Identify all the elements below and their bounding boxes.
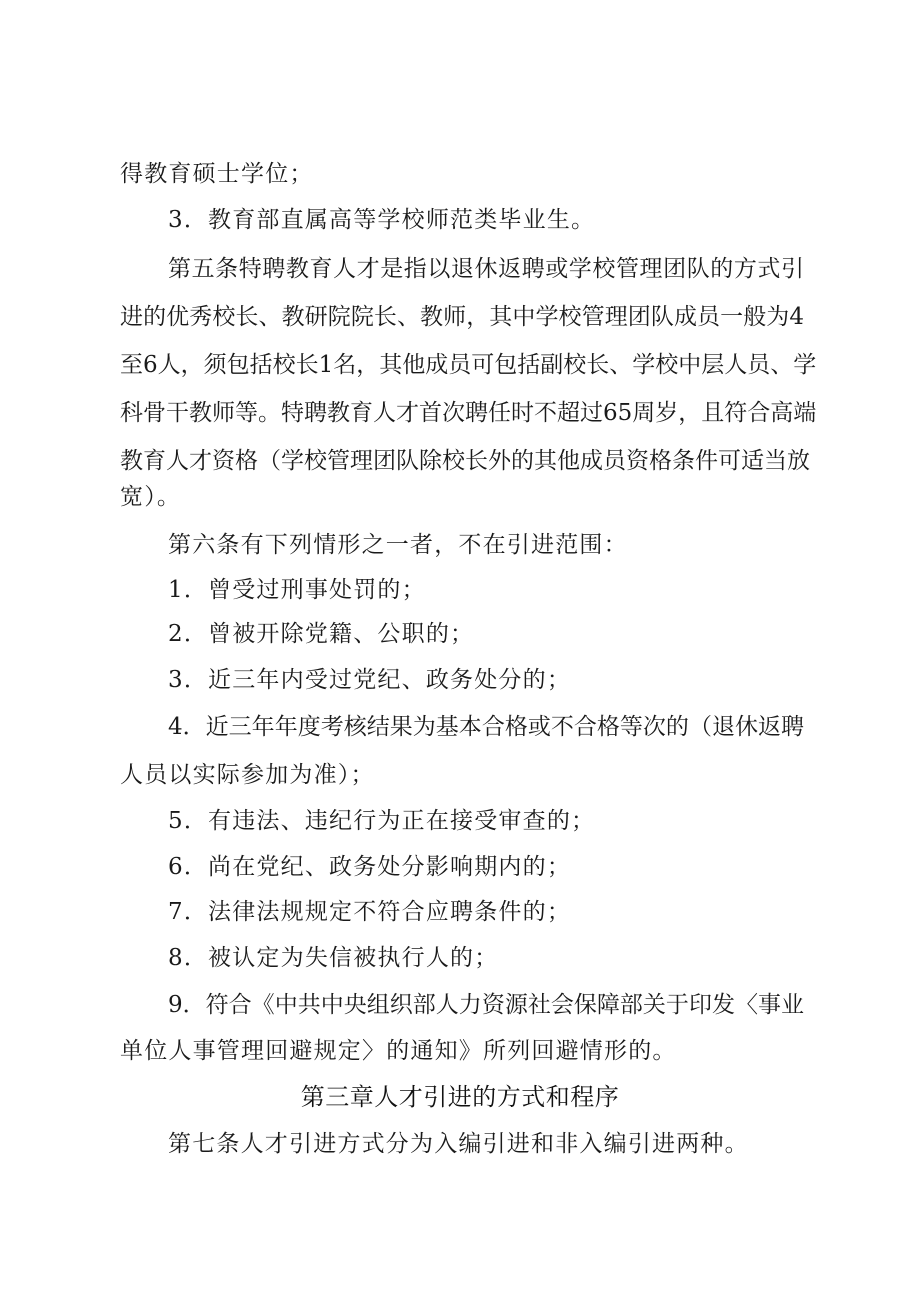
- list-item-8: 8．被认定为失信被执行人的；: [168, 945, 499, 971]
- article-5-line-4: 科骨干教师等。特聘教育人才首次聘任时不超过65周岁，且符合高端: [120, 400, 817, 426]
- list-item-1: 1．曾受过刑事处罚的；: [168, 577, 426, 603]
- list-item-9-line-1: 9．符合《中共中央组织部人力资源社会保障部关于印发〈事业: [168, 992, 804, 1018]
- article-6-intro: 第六条有下列情形之一者，不在引进范围：: [168, 532, 628, 558]
- list-item-6: 6．尚在党纪、政务处分影响期内的；: [168, 854, 572, 880]
- list-item-9-line-2: 单位人事管理回避规定〉的通知》所列回避情形的。: [120, 1038, 677, 1064]
- paragraph-line: 得教育硕士学位；: [120, 161, 314, 187]
- article-7: 第七条人才引进方式分为入编引进和非入编引进两种。: [168, 1131, 749, 1157]
- list-item-3: 3．教育部直属高等学校师范类毕业生。: [168, 207, 596, 233]
- article-5-line-2: 进的优秀校长、教研院院长、教师，其中学校管理团队成员一般为4: [120, 304, 804, 330]
- chapter-heading: 第三章人才引进的方式和程序: [300, 1083, 620, 1111]
- article-5-line-6: 宽）。: [120, 484, 182, 510]
- list-item-2: 2．曾被开除党籍、公职的；: [168, 621, 475, 647]
- article-5-line-1: 第五条特聘教育人才是指以退休返聘或学校管理团队的方式引: [168, 256, 804, 282]
- list-item-4-line-1: 4．近三年年度考核结果为基本合格或不合格等次的（退休返聘: [168, 714, 804, 740]
- article-5-line-5: 教育人才资格（学校管理团队除校长外的其他成员资格条件可适当放: [120, 448, 810, 474]
- list-item-7: 7．法律法规规定不符合应聘条件的；: [168, 899, 572, 925]
- list-item-3b: 3．近三年内受过党纪、政务处分的；: [168, 667, 572, 693]
- list-item-4-line-2: 人员以实际参加为准）；: [120, 762, 375, 788]
- list-item-5: 5．有违法、违纪行为正在接受审查的；: [168, 808, 596, 834]
- article-5-line-3: 至6人，须包括校长1名，其他成员可包括副校长、学校中层人员、学: [120, 352, 817, 378]
